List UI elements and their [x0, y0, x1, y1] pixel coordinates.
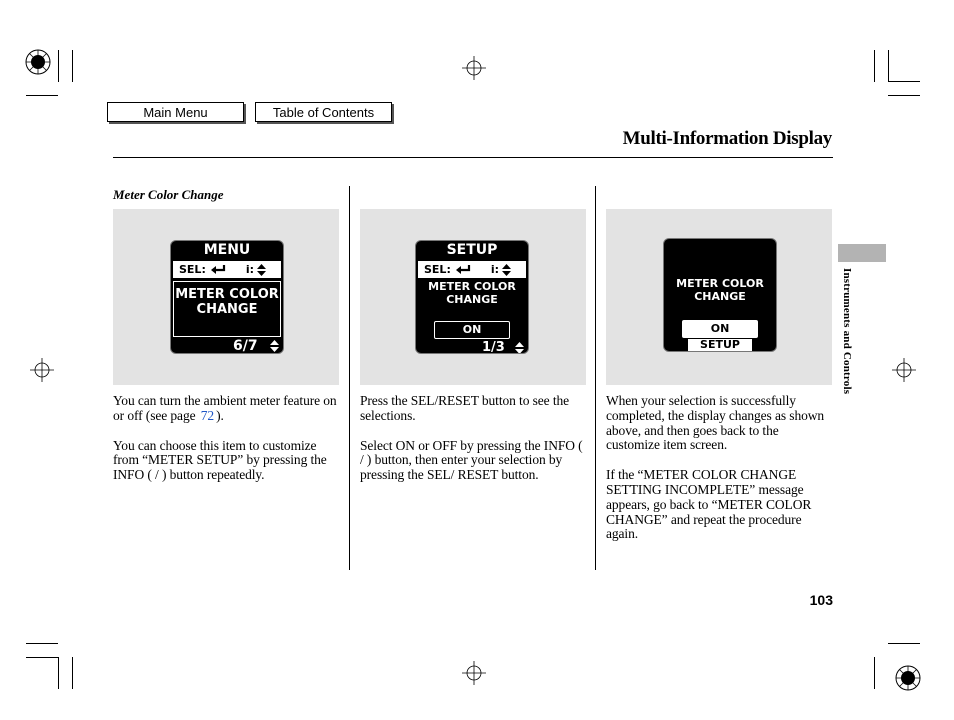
- menu-screen-panel: [113, 209, 339, 385]
- setup-screen-panel: [360, 209, 586, 385]
- column-3-paragraph-2: If the “METER COLOR CHANGE SETTING INCOMPLETE” message appears, go back to “METER COLOR CHANGE” and repeat the procedure again.: [606, 467, 812, 542]
- up-down-arrows-icon: [502, 264, 511, 276]
- enter-arrow-icon: [455, 264, 471, 275]
- registration-crosshair-icon: [30, 358, 54, 382]
- enter-arrow-icon: [210, 264, 226, 275]
- column-1-paragraph-2: You can choose this item to customize from “METER SETUP” by pressing the INFO ( / ) button repeatedly.: [113, 437, 327, 483]
- confirm-footer-setup: SETUP: [688, 339, 752, 351]
- sel-info-bar: [173, 261, 281, 278]
- sel-info-bar: [418, 261, 526, 278]
- crop-mark: [874, 657, 875, 689]
- menu-display-screen: [170, 240, 284, 354]
- column-3-text: [606, 394, 834, 557]
- column-1-text: [113, 394, 341, 498]
- registration-crosshair-icon: [462, 56, 486, 80]
- setup-item-line1: METER COLOR: [428, 280, 516, 293]
- confirmation-display-screen: [663, 238, 777, 352]
- column-2-paragraph-1: Press the SEL/RESET button to see the selections.: [360, 393, 570, 423]
- setup-counter: 1/3: [482, 340, 505, 354]
- confirm-item-line2: CHANGE: [694, 290, 746, 303]
- registration-sunburst-icon: [24, 48, 52, 76]
- registration-crosshair-icon: [462, 661, 486, 685]
- crop-mark: [888, 95, 920, 96]
- confirmation-screen-panel: [606, 209, 832, 385]
- info-label: i:: [245, 263, 255, 276]
- crop-mark: [72, 657, 73, 689]
- up-down-arrows-icon: [257, 264, 266, 276]
- page-number: 103: [809, 592, 833, 608]
- column-divider: [349, 186, 350, 570]
- column-2-text: [360, 394, 588, 498]
- crop-mark: [26, 95, 58, 96]
- menu-counter: 6/7: [233, 338, 258, 354]
- crop-mark: [874, 50, 875, 82]
- column-3-paragraph-1: When your selection is successfully completed, the display changes as shown above, and then goes back to the customize item screen.: [606, 393, 825, 453]
- up-down-arrows-icon: [515, 342, 524, 354]
- column-divider: [595, 186, 596, 570]
- crop-mark: [26, 643, 58, 644]
- confirm-option-on: ON: [682, 320, 758, 338]
- setup-item-line2: CHANGE: [446, 293, 498, 306]
- crop-mark: [72, 50, 73, 82]
- crop-mark: [888, 81, 920, 82]
- section-side-tab: [838, 244, 886, 262]
- menu-item-line1: METER COLOR: [175, 287, 279, 302]
- main-menu-button[interactable]: Main Menu: [107, 102, 244, 122]
- setup-option-on: ON: [434, 321, 510, 339]
- menu-item-box: [173, 281, 281, 337]
- sel-label: SEL:: [179, 263, 206, 276]
- crop-mark: [58, 50, 59, 82]
- sel-label: SEL:: [424, 263, 451, 276]
- section-side-label: Instruments and Controls: [841, 268, 853, 395]
- screen-title: MENU: [203, 242, 251, 258]
- crop-mark: [888, 50, 889, 82]
- menu-item-line2: CHANGE: [196, 302, 258, 317]
- setup-display-screen: [415, 240, 529, 354]
- title-divider: [113, 157, 833, 158]
- info-label: i:: [490, 263, 500, 276]
- page-title: Multi-Information Display: [622, 128, 832, 149]
- column-1-paragraph-1: You can turn the ambient meter feature on or off (see page 72 ).: [113, 393, 337, 423]
- confirm-item-line1: METER COLOR: [676, 277, 764, 290]
- section-heading: Meter Color Change: [113, 187, 224, 202]
- screen-title: SETUP: [446, 242, 498, 258]
- up-down-arrows-icon: [270, 340, 279, 352]
- table-of-contents-button[interactable]: Table of Contents: [255, 102, 392, 122]
- crop-mark: [58, 657, 59, 689]
- crop-mark: [888, 643, 920, 644]
- registration-crosshair-icon: [892, 358, 916, 382]
- page-72-link[interactable]: 72: [200, 407, 215, 423]
- registration-sunburst-icon: [894, 664, 922, 692]
- crop-mark: [26, 657, 58, 658]
- column-2-paragraph-2: Select ON or OFF by pressing the INFO ( / ) button, then enter your selection by pressing the SEL/ RESET button.: [360, 437, 583, 483]
